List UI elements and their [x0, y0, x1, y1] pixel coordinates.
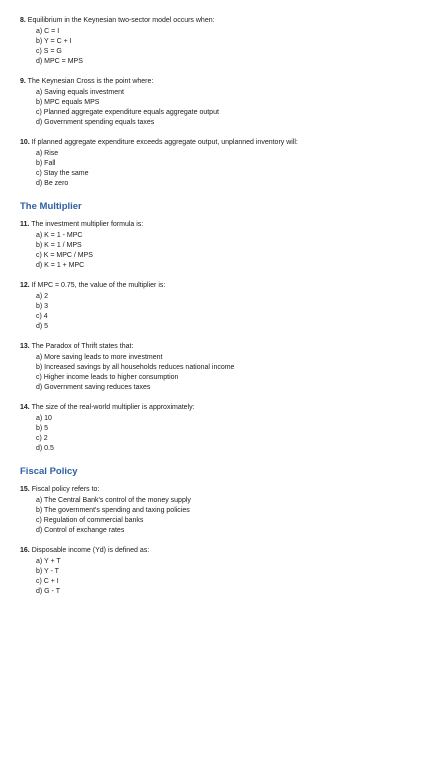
answer-option: a) Y + T: [36, 558, 61, 565]
question-text: Disposable income (Yd) is defined as:: [31, 547, 150, 554]
question-item: [20, 77, 415, 128]
answer-options: [20, 353, 415, 393]
question-stem: [20, 77, 415, 87]
question-stem: [20, 403, 415, 413]
question-text: Equilibrium in the Keynesian two-sector model occurs when:: [27, 17, 215, 24]
answer-options: [20, 149, 415, 189]
answer-option: b) Fall: [36, 160, 56, 167]
question-stem: [20, 138, 415, 148]
answer-option: a) Saving equals investment: [36, 89, 124, 96]
question-number: 10.: [20, 139, 30, 146]
answer-option: d) G - T: [36, 588, 60, 595]
question-text: Fiscal policy refers to:: [31, 486, 100, 493]
question-stem: [20, 220, 415, 230]
answer-option: d) Government saving reduces taxes: [36, 384, 151, 391]
question-number: 9.: [20, 78, 26, 85]
question-number: 11.: [20, 221, 30, 228]
answer-option: d) MPC = MPS: [36, 58, 83, 65]
answer-option: d) 0.5: [36, 445, 54, 452]
question-text: The investment multiplier formula is:: [31, 221, 144, 228]
question-item: [20, 16, 415, 67]
answer-option: b) Increased savings by all households reduces national income: [36, 364, 235, 371]
answer-option: a) C = I: [36, 28, 60, 35]
question-item: [20, 485, 415, 536]
question-text: The Paradox of Thrift states that:: [31, 343, 134, 350]
question-stem: [20, 546, 415, 556]
answer-option: b) 3: [36, 303, 49, 310]
question-number: 15.: [20, 486, 30, 493]
question-number: 12.: [20, 282, 30, 289]
question-number: 13.: [20, 343, 30, 350]
answer-option: d) Control of exchange rates: [36, 527, 125, 534]
question-item: [20, 138, 415, 189]
answer-option: a) More saving leads to more investment: [36, 354, 163, 361]
question-item: [20, 281, 415, 332]
answer-option: c) C + I: [36, 578, 59, 585]
answer-options: [20, 496, 415, 536]
answer-option: c) S = G: [36, 48, 62, 55]
section-title-multiplier: The Multiplier: [20, 201, 82, 212]
question-item: [20, 220, 415, 271]
question-item: [20, 342, 415, 393]
answer-options: [20, 557, 415, 597]
answer-option: d) K = 1 + MPC: [36, 262, 85, 269]
answer-option: a) 2: [36, 293, 49, 300]
answer-option: d) Government spending equals taxes: [36, 119, 155, 126]
answer-option: d) Be zero: [36, 180, 69, 187]
answer-option: b) The government's spending and taxing policies: [36, 507, 190, 514]
question-item: [20, 546, 415, 597]
answer-option: c) 2: [36, 435, 48, 442]
answer-option: b) K = 1 / MPS: [36, 242, 82, 249]
question-number: 16.: [20, 547, 30, 554]
question-text: The size of the real-world multiplier is approximately:: [31, 404, 195, 411]
answer-option: b) Y = C + I: [36, 38, 72, 45]
answer-options: [20, 231, 415, 271]
answer-option: b) 5: [36, 425, 49, 432]
answer-option: d) 5: [36, 323, 49, 330]
question-number: 14.: [20, 404, 30, 411]
question-text: If MPC = 0.75, the value of the multiplier is:: [31, 282, 166, 289]
answer-option: a) Rise: [36, 150, 59, 157]
question-text: The Keynesian Cross is the point where:: [27, 78, 154, 85]
answer-option: b) Y - T: [36, 568, 59, 575]
question-text: If planned aggregate expenditure exceeds aggregate output, unplanned inventory will:: [31, 139, 298, 146]
answer-options: [20, 27, 415, 67]
question-group-equilibrium: [20, 16, 415, 189]
answer-options: [20, 414, 415, 454]
question-stem: [20, 342, 415, 352]
answer-option: c) Regulation of commercial banks: [36, 517, 144, 524]
answer-option: a) 10: [36, 415, 52, 422]
section-title-fiscal-policy: Fiscal Policy: [20, 466, 78, 477]
question-group-multiplier: [20, 220, 415, 454]
answer-option: c) Higher income leads to higher consumption: [36, 374, 179, 381]
question-stem: [20, 485, 415, 495]
question-item: [20, 403, 415, 454]
answer-option: c) Stay the same: [36, 170, 89, 177]
answer-option: c) Planned aggregate expenditure equals aggregate output: [36, 109, 219, 116]
question-stem: [20, 281, 415, 291]
question-group-fiscal-policy: [20, 485, 415, 597]
question-stem: [20, 16, 415, 26]
answer-option: c) 4: [36, 313, 48, 320]
answer-options: [20, 292, 415, 332]
answer-options: [20, 88, 415, 128]
answer-option: a) K = 1 - MPC: [36, 232, 83, 239]
question-number: 8.: [20, 17, 26, 24]
answer-option: c) K = MPC / MPS: [36, 252, 93, 259]
answer-option: b) MPC equals MPS: [36, 99, 100, 106]
answer-option: a) The Central Bank's control of the money supply: [36, 497, 191, 504]
